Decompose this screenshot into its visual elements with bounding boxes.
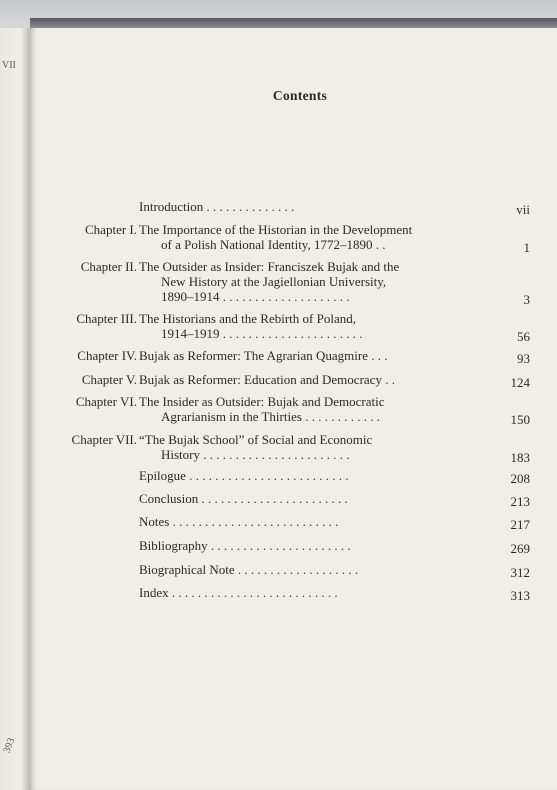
dot-leader: . . . . . . . . . . . . . . . . . . . . . . <box>207 538 351 553</box>
chapter-label: Chapter VI. <box>75 394 137 409</box>
page-number: 312 <box>510 565 530 580</box>
facing-page-edge <box>0 28 30 790</box>
dot-leader: . . . . . . . . . . . . . . . . . . . . . . . <box>198 491 348 506</box>
dot-leader: . . . . . . . . . . . . . . <box>203 199 295 214</box>
page-title: Contents <box>272 88 328 103</box>
dot-leader: . . . . . . . . . . . . . . . . . . . . <box>219 289 350 304</box>
page-number: 124 <box>510 375 530 390</box>
entry-title-line: 1914–1919 <box>161 326 220 341</box>
entry-title-line: Notes <box>139 514 170 529</box>
entry-title-line: The Insider as Outsider: Bujak and Democratic <box>139 394 385 409</box>
page-top-shadow <box>30 18 557 28</box>
entry-title <box>139 538 499 553</box>
page-number: vii <box>516 202 530 217</box>
dot-leader: . . . . . . . . . . . . . . . . . . . <box>234 562 359 577</box>
dot-leader: . . <box>372 237 386 252</box>
chapter-label: Chapter V. <box>81 372 137 387</box>
entry-title <box>139 222 499 252</box>
entry-title-line: Conclusion <box>139 491 199 506</box>
chapter-label: Chapter II. <box>80 259 137 274</box>
entry-title-line: History <box>161 447 200 462</box>
dot-leader: . . . <box>368 348 388 363</box>
chapter-label: Chapter VII. <box>71 432 137 447</box>
margin-page-number-bottom: 393 <box>1 736 18 755</box>
entry-title-line: Bujak as Reformer: Education and Democracy <box>139 372 382 387</box>
dot-leader: . . . . . . . . . . . . . . . . . . . . . . . . . . <box>169 514 339 529</box>
entry-title <box>139 259 499 304</box>
entry-title-line: 1890–1914 <box>161 289 220 304</box>
entry-title-line: Epilogue <box>139 468 186 483</box>
page-number: 1 <box>523 240 530 255</box>
dot-leader: . . . . . . . . . . . . . . . . . . . . . . . . . <box>185 468 349 483</box>
entry-title-line: Introduction <box>139 199 204 214</box>
entry-title-line: New History at the Jagiellonian University, <box>161 274 387 289</box>
entry-title <box>139 311 499 341</box>
entry-title <box>139 491 499 506</box>
entry-title-line: Agrarianism in the Thirties <box>161 409 302 424</box>
dot-leader: . . <box>381 372 395 387</box>
page-number: 183 <box>510 450 530 465</box>
entry-title <box>139 348 499 363</box>
entry-title <box>139 432 499 462</box>
page-number: 56 <box>517 329 530 344</box>
entry-title-line: Bujak as Reformer: The Agrarian Quagmire <box>139 348 368 363</box>
entry-title-line: Biographical Note <box>139 562 235 577</box>
entry-title-line: “The Bujak School” of Social and Economic <box>139 432 373 447</box>
page-number: 269 <box>510 541 530 556</box>
dot-leader: . . . . . . . . . . . . . . . . . . . . . . . . . . <box>168 585 338 600</box>
dot-leader: . . . . . . . . . . . . . . . . . . . . . . <box>219 326 363 341</box>
entry-title-line: The Historians and the Rebirth of Poland, <box>139 311 356 326</box>
entry-title <box>139 199 499 214</box>
page-number: 217 <box>510 517 530 532</box>
entry-title <box>139 468 499 483</box>
entry-title <box>139 372 499 387</box>
page-number: 150 <box>510 412 530 427</box>
entry-title <box>139 562 499 577</box>
page-number: 208 <box>510 471 530 486</box>
entry-title-line: The Outsider as Insider: Franciszek Bujak and the <box>139 259 400 274</box>
entry-title-line: The Importance of the Historian in the Development <box>139 222 413 237</box>
contents-page <box>30 28 557 790</box>
chapter-label: Chapter I. <box>85 222 137 237</box>
dot-leader: . . . . . . . . . . . . . . . . . . . . . . . <box>200 447 350 462</box>
dot-leader: . . . . . . . . . . . . <box>301 409 380 424</box>
entry-title <box>139 585 499 600</box>
chapter-label: Chapter IV. <box>77 348 137 363</box>
entry-title-line: Index <box>139 585 169 600</box>
page-number: 93 <box>517 351 530 366</box>
entry-title <box>139 394 499 424</box>
entry-title <box>139 514 499 529</box>
page-number: 313 <box>510 588 530 603</box>
chapter-label: Chapter III. <box>76 311 137 326</box>
page-number: 213 <box>510 494 530 509</box>
entry-title-line: of a Polish National Identity, 1772–1890 <box>161 237 373 252</box>
entry-title-line: Bibliography <box>139 538 208 553</box>
margin-page-number-top: VII <box>2 60 16 71</box>
page-number: 3 <box>523 292 530 307</box>
